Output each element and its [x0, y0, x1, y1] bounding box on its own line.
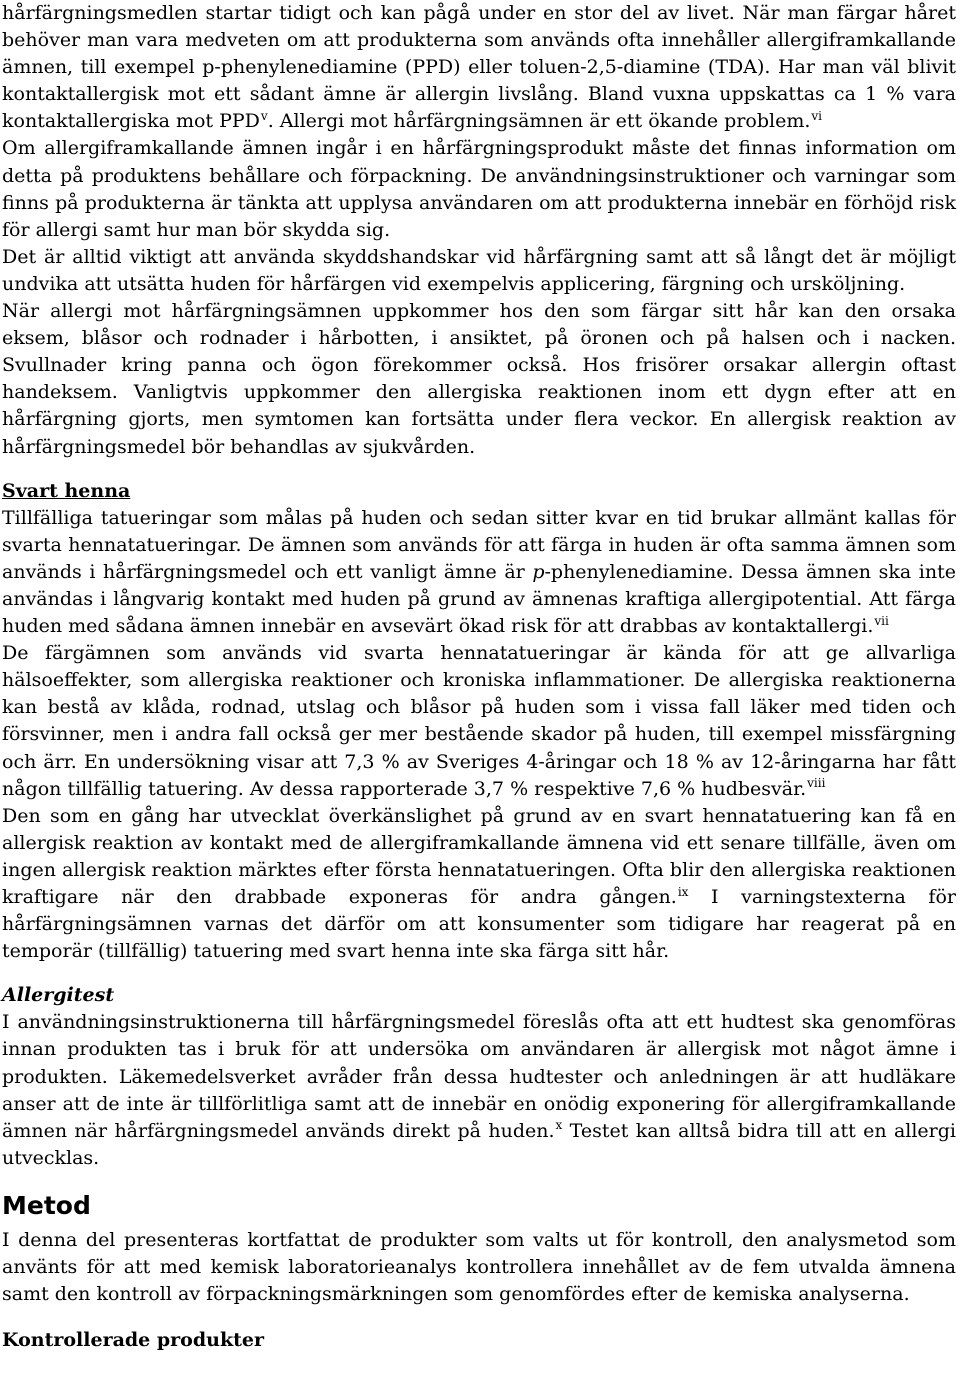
- paragraph-text: I användningsinstruktionerna till hårfärgningsmedel föreslås ofta att ett hudtest ska genomföras innan produkten tas i bruk för att undersöka om användaren är allergisk mot något ämne i produkten. Läkemedelsverket avråder från dessa hudtester och anledningen är att hudläkare anser att de inte är tillförlitliga samt att de innebär en onödig exponering för allergiframkallande ämnen när hårfärgningsmedel används direkt på huden.: [2, 1011, 956, 1142]
- section-heading-metod: Metod: [2, 1190, 91, 1220]
- subheading-allergitest: Allergitest: [2, 984, 115, 1007]
- paragraph-method-intro: [2, 1227, 956, 1308]
- footnote-ref-vii[interactable]: vii: [874, 613, 889, 628]
- paragraph-text: Testet kan alltså bidra till att en allergi utvecklas.: [2, 1119, 956, 1169]
- paragraph-text: I denna del presenteras kortfattat de produkter som valts ut för kontroll, den analysmetod som använts för att med kemisk laboratorieanalys kontrollera innehållet av de fem utvalda ämnena samt den kontroll av förpackningsmärkningen som genomfördes efter de kemiska analyserna.: [2, 1228, 956, 1306]
- paragraph-text: Om allergiframkallande ämnen ingår i en hårfärgningsprodukt måste det finnas information om detta på produktens behållare och förpackning. De användningsinstruktioner och varningar som finns på produkterna är tänkta att upplysa användaren om att produkterna innebär en förhöjd risk för allergi samt hur man bör skydda sig.: [2, 137, 956, 241]
- footnote-ref-x[interactable]: x: [555, 1118, 563, 1133]
- paragraph-text: När allergi mot hårfärgningsämnen uppkommer hos den som färgar sitt hår kan den orsaka eksem, blåsor och rodnader i hårbotten, i ansiktet, på öronen och på halsen och i nacken. Svullnader kring panna och ögon förekommer också. Hos frisörer orsakar allergin oftast handeksem. Vanligtvis uppkommer den allergiska reaktionen inom ett dygn efter att en hårfärgning gjorts, men symtomen kan fortsätta under flera veckor. En allergisk reaktion av hårfärgningsmedel bör behandlas av sjukvården.: [2, 300, 956, 458]
- subheading-svart-henna: Svart henna: [2, 479, 131, 502]
- footnote-ref-viii[interactable]: viii: [807, 776, 826, 791]
- paragraph-hypersensitivity: [2, 803, 956, 966]
- paragraph-temporary-tattoos: [2, 505, 956, 640]
- paragraph-text: -phenylenediamine. Dessa ämnen ska inte användas i långvarig kontakt med huden på grund av ämnenas kraftiga allergipotential. Att färga huden med sådana ämnen innebär en avsevärt ökad risk för att drabbas av kontaktallergi.: [2, 560, 956, 638]
- paragraph-health-effects: [2, 640, 956, 803]
- paragraph-text: I varningstexterna för hårfärgningsämnen varnas det därför om att konsumenter som tidigare har reagerat på en temporär (tillfällig) tatuering med svart henna inte ska färga sitt hår.: [2, 886, 956, 963]
- paragraph-text: Det är alltid viktigt att använda skyddshandskar vid hårfärgning samt att så långt det är möjligt undvika att utsätta huden för hårfärgen vid exempelvis applicering, färgning och ursköljning.: [2, 245, 956, 295]
- footnote-ref-v[interactable]: v: [260, 109, 268, 124]
- paragraph-text: . Allergi mot hårfärgningsämnen är ett ökande problem.: [267, 110, 811, 133]
- paragraph-text: Tillfälliga tatueringar som målas på huden och sedan sitter kvar en tid brukar allmänt kallas för svarta hennatatueringar. De ämnen som används för att färga in huden är ofta samma ämnen som används i hårfärgningsmedel och ett vanligt ämne är: [2, 506, 956, 583]
- paragraph-text: Den som en gång har utvecklat överkänslighet på grund av en svart hennatatuering kan få en allergisk reaktion av kontakt med de allergiframkallande ämnena vid ett senare tillfälle, även om ingen allergisk reaktion märktes efter första hennatatueringen. Ofta blir den allergiska reaktionen kraftigare när den drabbade exponeras för andra gången.: [2, 804, 956, 908]
- subheading-kontrollerade-produkter: Kontrollerade produkter: [2, 1329, 264, 1352]
- paragraph-allergy-symptoms: [2, 298, 956, 461]
- paragraph-labelling-info: [2, 135, 956, 243]
- footnote-ref-ix[interactable]: ix: [677, 884, 689, 899]
- paragraph-hair-dye-allergy-intro: [2, 0, 956, 135]
- paragraph-text: De färgämnen som används vid svarta hennatatueringar är kända för att ge allvarliga hälsoeffekter, som allergiska reaktioner och kroniska inflammationer. De allergiska reaktionerna kan bestå av klåda, rodnad, utslag och blåsor på huden som i vissa fall läker med tiden och försvinner, men i andra fall också ger mer bestående skador på huden, till exempel missfärgning och ärr. En undersökning visar att 7,3 % av Sveriges 4-åringar och 18 % av 12-åringarna har fått någon tillfällig tatuering. Av dessa rapporterade 3,7 % respektive 7,6 % hudbesvär.: [2, 642, 956, 800]
- footnote-ref-vi[interactable]: vi: [811, 109, 823, 124]
- paragraph-skin-test: [2, 1009, 956, 1172]
- paragraph-protective-gloves: [2, 244, 956, 298]
- paragraph-text: hårfärgningsmedlen startar tidigt och kan pågå under en stor del av livet. När man färgar håret behöver man vara medveten om att produkterna som används ofta innehåller allergiframkallande ämnen, till exempel p-phenylenediamine (PPD) eller toluen-2,5-diamine (TDA). Har man väl blivit kontaktallergisk mot ett sådant ämne är allergin livslång. Bland vuxna uppskattas ca 1 % vara kontaktallergiska mot PPD: [2, 2, 956, 133]
- italic-prefix: p: [532, 560, 545, 583]
